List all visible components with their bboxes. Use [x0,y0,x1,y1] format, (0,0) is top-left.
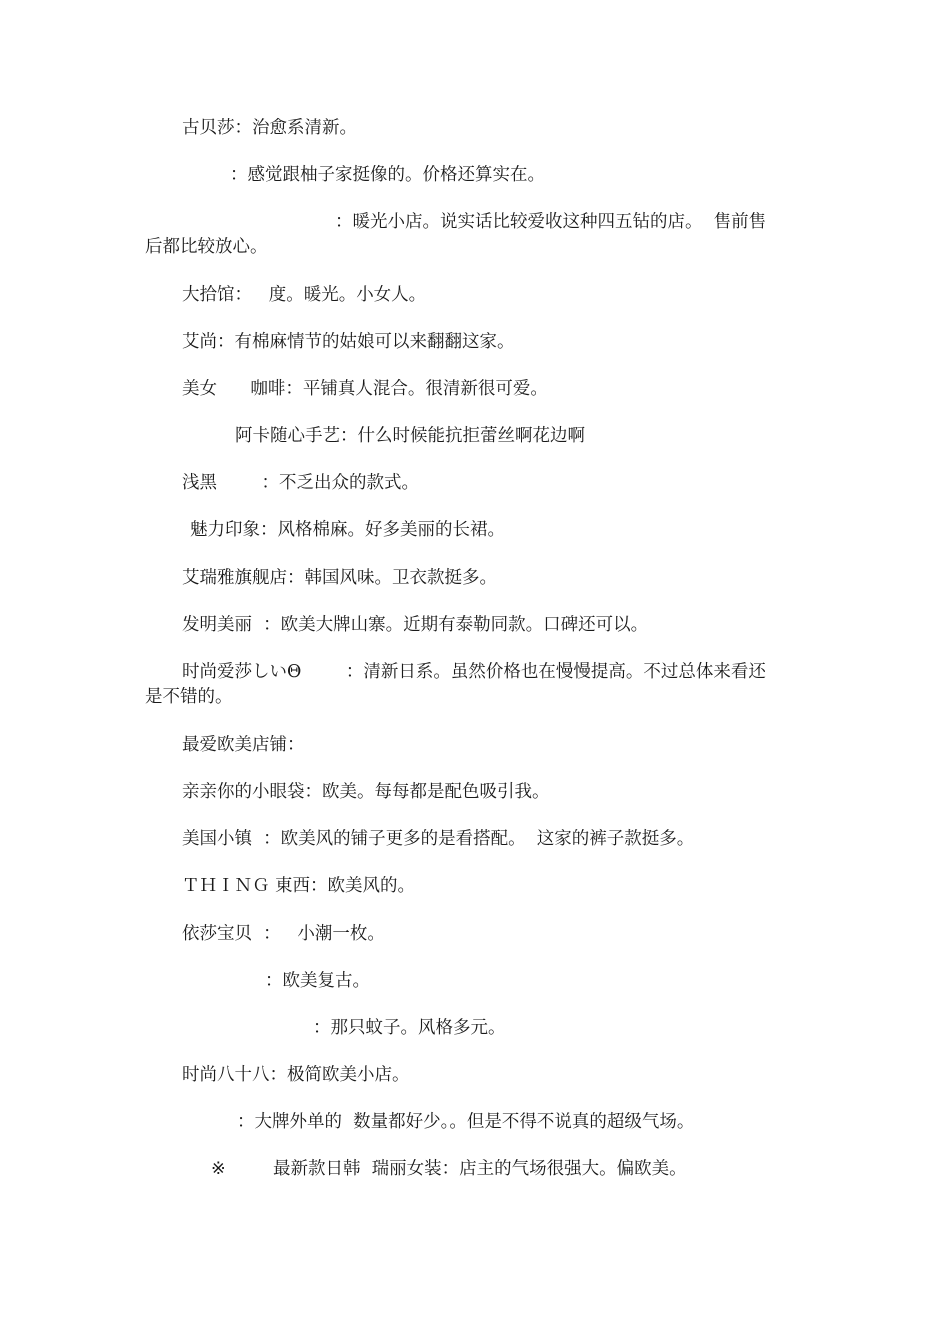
text-line-1: 古贝莎：治愈系清新。 [182,118,357,138]
text-line-18: ：那只蚊子。风格多元。 [313,1018,506,1038]
text-line-3-cont: 后都比较放心。 [145,237,268,257]
text-line-3: ：暖光小店。说实话比较爱收这种四五钻的店。 售前售 [335,212,767,232]
text-line-9: 魅力印象：风格棉麻。好多美丽的长裙。 [190,520,505,540]
text-line-21: 最新款日韩 瑞丽女装：店主的气场很强大。偏欧美。 [273,1159,687,1179]
text-line-16: 依莎宝贝 ： 小潮一枚。 [182,924,385,944]
text-line-2: ：感觉跟柚子家挺像的。价格还算实在。 [230,165,545,185]
text-line-6: 美女 咖啡：平铺真人混合。很清新很可爱。 [182,379,548,399]
text-line-7: 阿卡随心手艺：什么时候能抗拒蕾丝啊花边啊 [235,426,585,446]
text-line-12-cont: 是不错的。 [145,687,233,707]
text-line-17: ：欧美复古。 [265,971,370,991]
text-line-11: 发明美丽 ：欧美大牌山寨。近期有泰勒同款。口碑还可以。 [182,615,649,635]
text-line-8: 浅黑 ：不乏出众的款式。 [182,473,420,493]
text-line-14: 美国小镇 ：欧美风的铺子更多的是看搭配。 这家的裤子款挺多。 [182,829,695,849]
text-line-13: 亲亲你的小眼袋：欧美。每每都是配色吸引我。 [182,782,550,802]
text-line-12: 时尚爱莎しいΘ ：清新日系。虽然价格也在慢慢提高。不过总体来看还 [182,662,766,682]
text-line-10: 艾瑞雅旗舰店：韩国风味。卫衣款挺多。 [182,568,497,588]
text-line-5: 艾尚：有棉麻情节的姑娘可以来翻翻这家。 [182,332,515,352]
text-line-15: ＴＨＩＮＧ 東西：欧美风的。 [182,876,416,896]
reference-mark-symbol: ※ [211,1159,226,1179]
section-heading: 最爱欧美店铺： [182,735,305,755]
text-line-20: ：大牌外单的 数量都好少。。但是不得不说真的超级气场。 [237,1112,695,1132]
text-line-19: 时尚八十八：极简欧美小店。 [182,1065,410,1085]
text-line-4: 大拾馆： 度。暖光。小女人。 [182,285,427,305]
